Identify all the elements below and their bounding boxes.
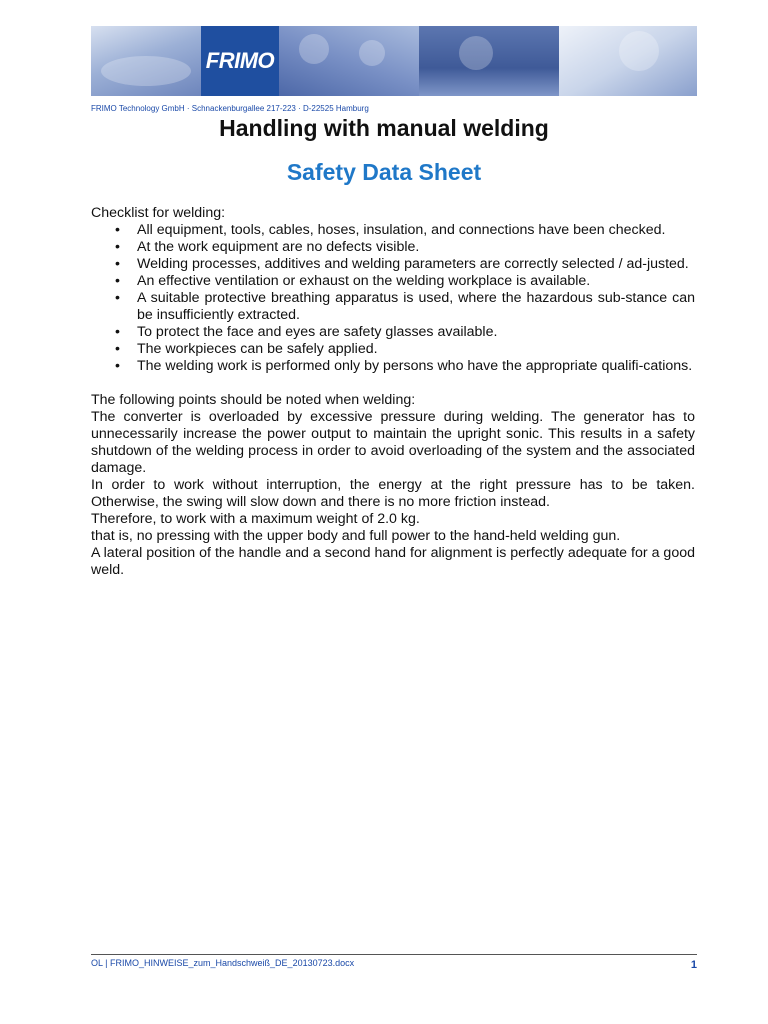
logo-text: FRIMO: [205, 48, 275, 73]
notes-paragraph: The converter is overloaded by excessive pressure during welding. The generator has to unnecessarily increase the power output to maintain the upright sonic. This results in a safety shutdown of the welding process in order to avoid overloading of the system and the associated damage.: [91, 409, 695, 476]
banner-photo-people: [279, 26, 419, 96]
bullet-icon: •: [115, 358, 120, 374]
bullet-icon: •: [115, 239, 120, 255]
list-item: • An effective ventilation or exhaust on the welding workplace is available.: [115, 273, 591, 289]
list-item: • A suitable protective breathing apparatus is used, where the hazardous sub-stance can be insufficiently extracted.: [115, 290, 695, 323]
list-item: • To protect the face and eyes are safety glasses available.: [115, 324, 498, 340]
document-subtitle: Safety Data Sheet: [286, 159, 482, 185]
notes-paragraph: Therefore, to work with a maximum weight of 2.0 kg.: [91, 511, 420, 527]
page-number: 1: [690, 959, 697, 971]
bullet-icon: •: [115, 273, 120, 289]
list-item: • The workpieces can be safely applied.: [115, 341, 378, 357]
notes-paragraph: that is, no pressing with the upper body and full power to the hand-held welding gun.: [91, 528, 621, 544]
banner-photo-engineers: [419, 26, 559, 96]
list-item: • All equipment, tools, cables, hoses, insulation, and connections have been checked.: [115, 222, 666, 238]
document-title: Handling with manual welding: [219, 115, 549, 141]
company-address: FRIMO Technology GmbH · Schnackenburgallee 217-223 · D-22525 Hamburg: [91, 104, 369, 113]
frimo-logo: [201, 26, 279, 96]
bullet-icon: •: [115, 290, 120, 306]
notes-paragraph: In order to work without interruption, the energy at the right pressure has to be taken. Otherwise, the swing will slow down and there is no more friction instead.: [91, 477, 695, 510]
footer-text: OL | FRIMO_HINWEISE_zum_Handschweiß_DE_20130723.docx: [91, 958, 355, 968]
bullet-icon: •: [115, 324, 120, 340]
notes-paragraph: A lateral position of the handle and a second hand for alignment is perfectly adequate for a good weld.: [91, 545, 695, 578]
notes-intro: The following points should be noted when welding:: [91, 392, 416, 408]
bullet-icon: •: [115, 222, 120, 238]
footer-divider: [91, 954, 697, 955]
checklist-intro: Checklist for welding:: [91, 205, 226, 221]
bullet-icon: •: [115, 256, 120, 272]
list-item: • Welding processes, additives and welding parameters are correctly selected / ad-justed.: [115, 256, 689, 272]
list-item: • At the work equipment are no defects visible.: [115, 239, 420, 255]
document-body: [91, 205, 695, 579]
bullet-icon: •: [115, 341, 120, 357]
header-banner: [91, 26, 697, 96]
banner-photo-car: [91, 26, 201, 96]
banner-photo-office: [559, 26, 697, 96]
list-item: • The welding work is performed only by persons who have the appropriate qualifi-cations.: [115, 358, 693, 374]
checklist: [91, 222, 695, 375]
